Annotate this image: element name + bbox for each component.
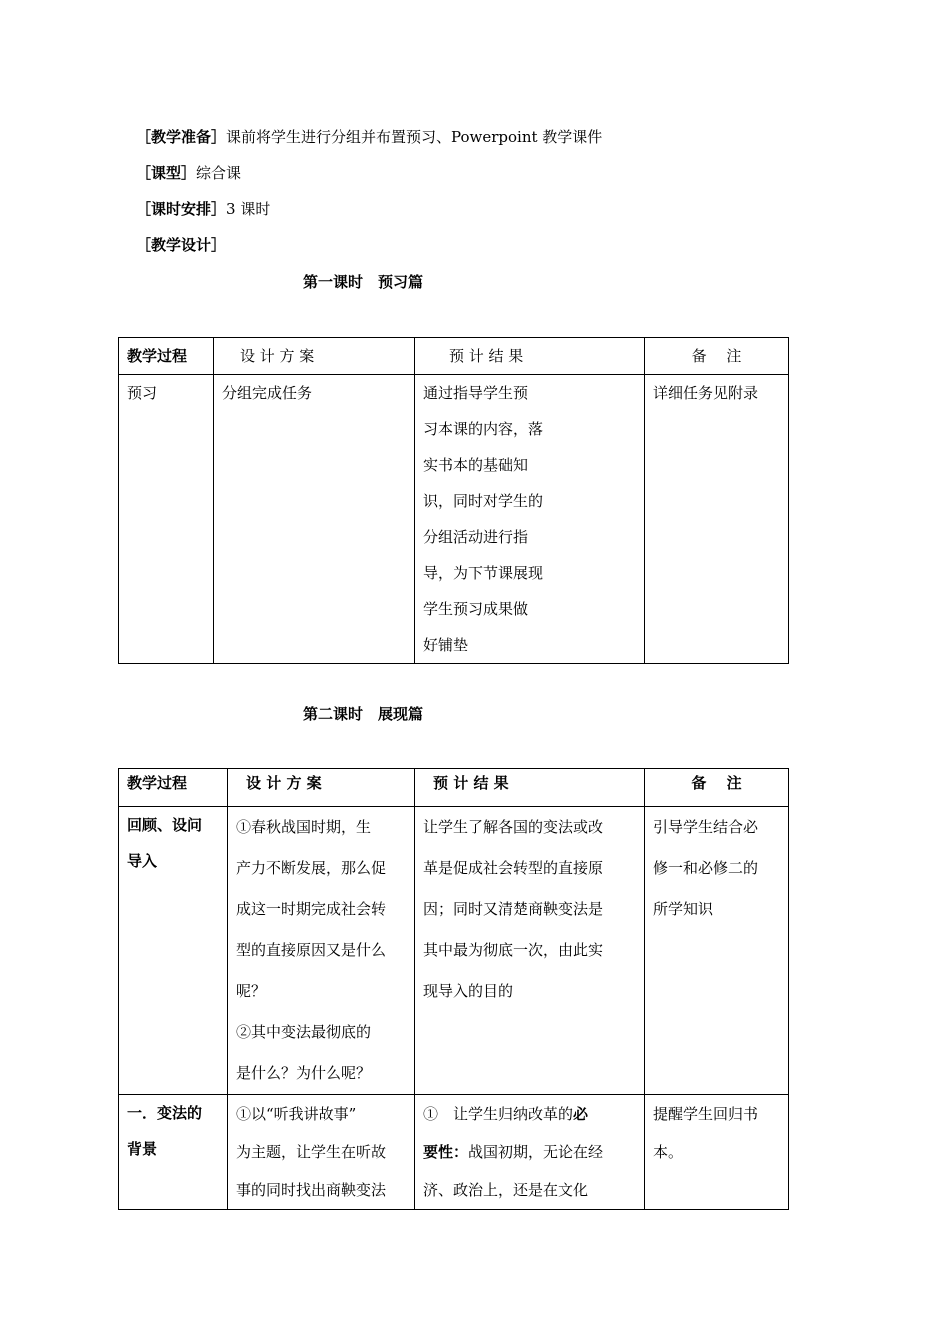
header-process: 教学过程: [119, 769, 228, 807]
cell-design: ①以“听我讲故事” 为主题，让学生在听故 事的同时找出商鞅变法: [228, 1095, 415, 1210]
table-row: [119, 807, 789, 1095]
prep-label: ［教学准备］: [136, 128, 227, 146]
result-line: 学生预习成果做: [423, 600, 529, 618]
result-line: 分组活动进行指: [423, 528, 529, 546]
cell-note: 提醒学生回归书 本。: [645, 1095, 789, 1210]
hours-label: ［课时安排］: [136, 200, 227, 218]
cell-note: 详细任务见附录: [645, 375, 789, 664]
type-text: 综合课: [196, 164, 242, 182]
lesson1-table: [118, 337, 789, 664]
lesson2-table: [118, 768, 789, 1210]
header-design: 设 计 方 案: [214, 338, 415, 375]
cell-result: 让学生了解各国的变法或改 革是促成社会转型的直接原 因；同时又清楚商鞅变法是 其中最为彻底一次，由此实 现导入的目的: [415, 807, 645, 1095]
header-result: 预 计 结 果: [415, 769, 645, 807]
table-header-row: [119, 769, 789, 807]
hours-line: [136, 199, 270, 219]
design-line: [136, 235, 226, 255]
lesson2-title: 第二课时 展现篇: [303, 705, 424, 723]
header-process: 教学过程: [119, 338, 214, 375]
cell-process: 回顾、设问 导入: [119, 807, 228, 1095]
result-line: 习本课的内容，落: [423, 420, 544, 438]
type-line: [136, 163, 241, 183]
cell-design: 分组完成任务: [214, 375, 415, 664]
result-line: 识，同时对学生的: [423, 492, 544, 510]
header-design: 设 计 方 案: [228, 769, 415, 807]
table-row: [119, 1095, 789, 1210]
header-note: 备 注: [645, 769, 789, 807]
cell-process: 一．变法的 背景: [119, 1095, 228, 1210]
cell-result: ① 让学生归纳改革的必 要性：战国初期，无论在经 济、政治上，还是在文化: [415, 1095, 645, 1210]
table-row: [119, 375, 789, 664]
cell-design: ①春秋战国时期，生 产力不断发展，那么促 成这一时期完成社会转 型的直接原因又是什么 呢？ ②其中变法最彻底的 是什么？为什么呢？: [228, 807, 415, 1095]
result-line: 实书本的基础知: [423, 456, 529, 474]
prep-line: [136, 127, 602, 147]
header-note: 备 注: [645, 338, 789, 375]
result-line: 好铺垫: [423, 636, 469, 654]
result-line: 导，为下节课展现: [423, 564, 544, 582]
result-line: 通过指导学生预: [423, 384, 529, 402]
lesson1-title: 第一课时 预习篇: [303, 273, 424, 291]
cell-result: [415, 375, 645, 664]
hours-text: 3 课时: [226, 200, 271, 218]
type-label: ［课型］: [136, 164, 197, 182]
prep-text: 课前将学生进行分组并布置预习、Powerpoint 教学课件: [226, 128, 603, 146]
table-header-row: [119, 338, 789, 375]
design-label: ［教学设计］: [136, 236, 227, 254]
cell-note: 引导学生结合必 修一和必修二的 所学知识: [645, 807, 789, 1095]
header-result: 预 计 结 果: [415, 338, 645, 375]
cell-process: 预习: [119, 375, 214, 664]
